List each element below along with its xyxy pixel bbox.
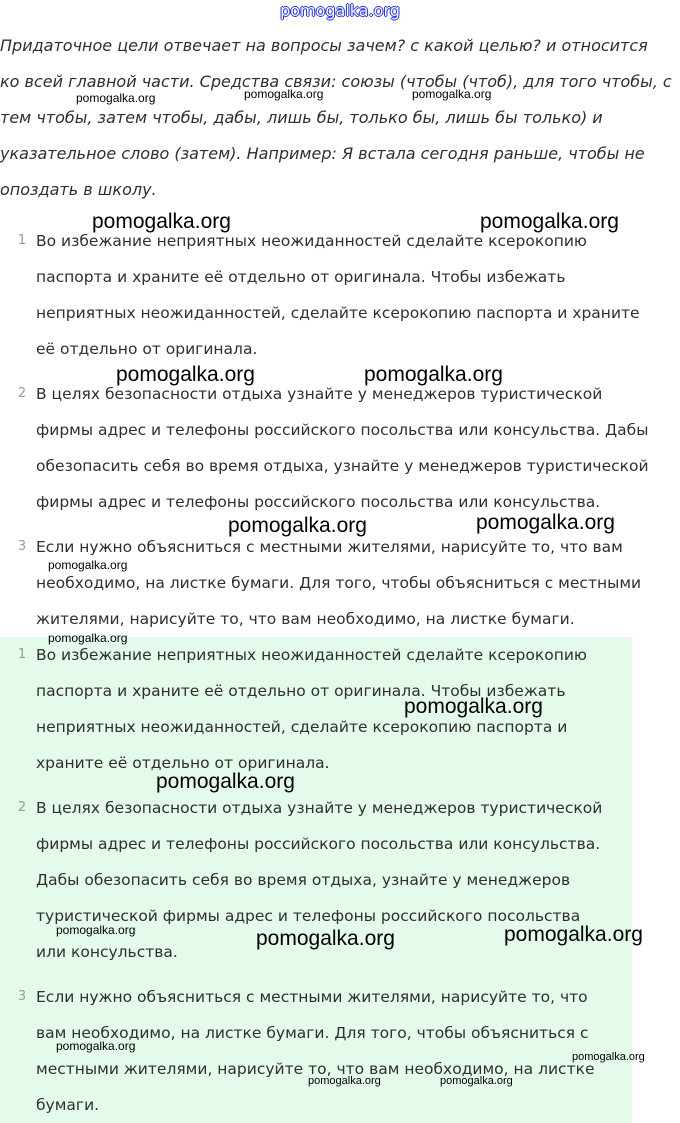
intro-line: Придаточное цели отвечает на вопросы зачем? с какой целью? и относится	[0, 36, 648, 55]
text-line: паспорта и храните её отдельно от оригинала. Чтобы избежать	[36, 682, 566, 700]
item-text	[36, 637, 636, 781]
item-number: 2	[17, 800, 27, 815]
text-line: обезопасить себя во время отдыха, узнайте у менеджеров туристической	[36, 457, 649, 475]
item-number: 1	[17, 233, 27, 248]
watermark: pomogalka.org	[440, 1075, 513, 1087]
intro-line: указательное слово (затем). Например: Я встала сегодня раньше, чтобы не	[0, 144, 645, 163]
item-text	[36, 529, 676, 637]
watermark: pomogalka.org	[244, 87, 324, 101]
watermark: pomogalka.org	[156, 770, 295, 793]
text-line: фирмы адрес и телефоны российского посольства или консульства.	[36, 493, 601, 511]
watermark: pomogalka.org	[476, 511, 615, 534]
item-number: 3	[17, 539, 27, 554]
text-line: вам необходимо, на листке бумаги. Для того, чтобы объясниться с	[36, 1024, 589, 1042]
text-line: неприятных неожиданностей, сделайте ксерокопию паспорта и	[36, 718, 568, 736]
text-line: В целях безопасности отдыха узнайте у менеджеров туристической	[36, 385, 603, 403]
text-line: или консульства.	[36, 943, 178, 961]
watermark: pomogalka.org	[92, 210, 231, 233]
text-line: местными жителями, нарисуйте то, что вам необходимо, на листке	[36, 1060, 595, 1078]
watermark: pomogalka.org	[116, 363, 255, 386]
text-line: Если нужно объясниться с местными жителями, нарисуйте то, что	[36, 988, 588, 1006]
text-line: жителями, нарисуйте то, что вам необходимо, на листке бумаги.	[36, 610, 575, 628]
item-text	[36, 376, 676, 520]
watermark: pomogalka.org	[404, 695, 543, 718]
item-text	[36, 223, 676, 367]
watermark: pomogalka.org	[308, 1075, 381, 1087]
watermark: pomogalka.org	[56, 1039, 136, 1053]
watermark: pomogalka.org	[48, 558, 128, 572]
item-number: 3	[17, 989, 27, 1004]
intro-paragraph	[0, 28, 680, 208]
text-line: храните её отдельно от оригинала.	[36, 754, 330, 772]
text-line: Если нужно объясниться с местными жителями, нарисуйте то, что вам	[36, 538, 623, 556]
watermark: pomogalka.org	[412, 87, 492, 101]
text-line: туристической фирмы адрес и телефоны российского посольства	[36, 907, 581, 925]
text-line: Дабы обезопасить себя во время отдыха, узнайте у менеджеров	[36, 871, 571, 889]
watermark: pomogalka.org	[572, 1051, 645, 1063]
item-number: 2	[17, 386, 27, 401]
watermark: pomogalka.org	[56, 923, 136, 937]
text-line: фирмы адрес и телефоны российского посольства или консульства. Дабы	[36, 421, 649, 439]
text-line: необходимо, на листке бумаги. Для того, чтобы объясниться с местными	[36, 574, 642, 592]
intro-line: опоздать в школу.	[0, 180, 157, 199]
watermark: pomogalka.org	[256, 927, 395, 950]
watermark: pomogalka.org	[228, 514, 367, 537]
intro-line: тем чтобы, затем чтобы, дабы, лишь бы, только бы, лишь бы только) и	[0, 108, 603, 127]
text-line: В целях безопасности отдыха узнайте у менеджеров туристической	[36, 799, 603, 817]
text-line: неприятных неожиданностей, сделайте ксерокопию паспорта и храните	[36, 304, 640, 322]
watermark: pomogalka.org	[76, 91, 156, 105]
text-line: фирмы адрес и телефоны российского посольства или консульства.	[36, 835, 601, 853]
watermark: pomogalka.org	[480, 210, 619, 233]
intro-line: ко всей главной части. Средства связи: союзы (чтобы (чтоб), для того чтобы, с	[0, 72, 672, 91]
text-line: её отдельно от оригинала.	[36, 340, 258, 358]
item-number: 1	[17, 647, 27, 662]
text-line: Во избежание неприятных неожиданностей сделайте ксерокопию	[36, 646, 587, 664]
text-line: Во избежание неприятных неожиданностей сделайте ксерокопию	[36, 232, 587, 250]
text-line: бумаги.	[36, 1096, 100, 1114]
watermark: pomogalka.org	[48, 631, 128, 645]
text-line: паспорта и храните её отдельно от оригинала. Чтобы избежать	[36, 268, 566, 286]
watermark: pomogalka.org	[504, 923, 643, 946]
header-watermark: pomogalka.org	[280, 1, 400, 20]
watermark: pomogalka.org	[364, 363, 503, 386]
